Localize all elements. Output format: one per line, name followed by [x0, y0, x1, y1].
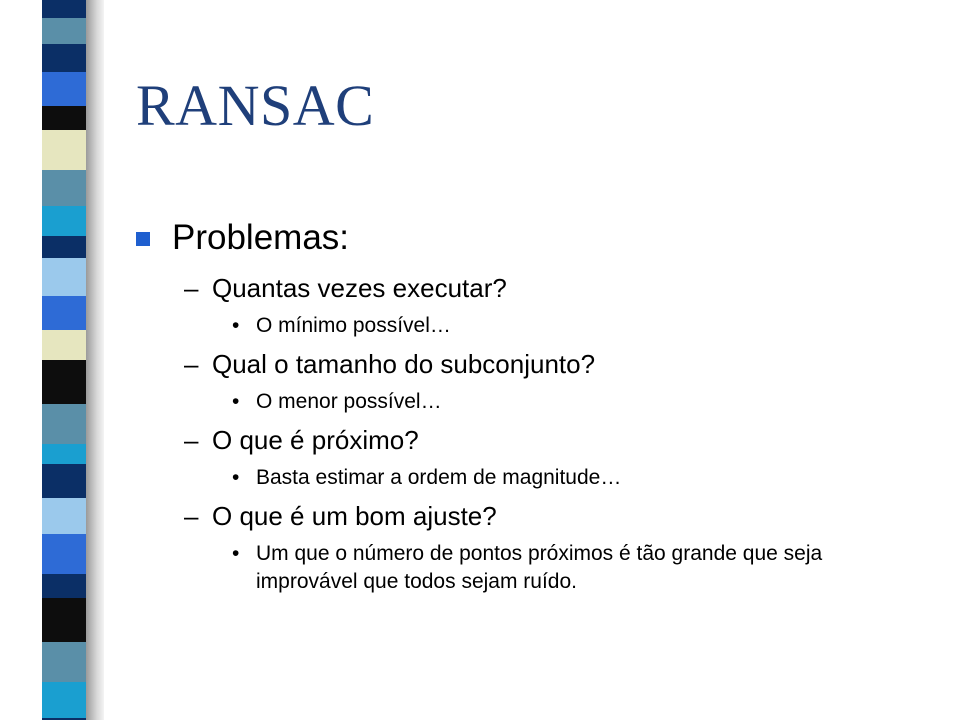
- heading-bullet-item: [136, 212, 936, 264]
- strip-color-blocks: [42, 0, 86, 720]
- square-bullet-icon: [136, 232, 150, 246]
- answer-text: Um que o número de pontos próximos é tão grande que seja improvável que todos sejam ruído.: [256, 542, 823, 593]
- question-text: O que é próximo?: [212, 425, 419, 455]
- strip-block: [42, 236, 86, 258]
- slide-title: RANSAC: [136, 73, 375, 138]
- strip-block: [42, 206, 86, 236]
- strip-white-margin: [0, 0, 42, 720]
- dot-bullet: •: [232, 466, 240, 489]
- question-item: [136, 498, 936, 534]
- strip-block: [42, 330, 86, 360]
- strip-block: [42, 130, 86, 170]
- answer-text: Basta estimar a ordem de magnitude…: [256, 466, 622, 489]
- strip-block: [42, 682, 86, 718]
- dash-bullet: –: [184, 425, 199, 455]
- strip-block: [42, 0, 86, 18]
- heading-text: Problemas:: [172, 218, 350, 257]
- strip-block: [42, 170, 86, 206]
- strip-block: [42, 72, 86, 106]
- answer-item: [136, 540, 896, 596]
- strip-block: [42, 404, 86, 444]
- dot-bullet: •: [232, 314, 240, 337]
- question-text: O que é um bom ajuste?: [212, 501, 497, 531]
- question-item: [136, 270, 936, 306]
- strip-block: [42, 464, 86, 498]
- answer-text: O mínimo possível…: [256, 314, 451, 337]
- answer-item: [136, 388, 896, 416]
- question-text: Qual o tamanho do subconjunto?: [212, 349, 596, 379]
- strip-block: [42, 574, 86, 598]
- strip-block: [42, 534, 86, 574]
- strip-block: [42, 642, 86, 682]
- strip-block: [42, 296, 86, 330]
- answer-item: [136, 464, 896, 492]
- answer-text: O menor possível…: [256, 390, 442, 413]
- question-text: Quantas vezes executar?: [212, 273, 507, 303]
- strip-block: [42, 444, 86, 464]
- decorative-side-strip: [0, 0, 104, 720]
- strip-block: [42, 360, 86, 404]
- strip-shadow: [86, 0, 104, 720]
- strip-block: [42, 498, 86, 534]
- dash-bullet: –: [184, 501, 199, 531]
- dash-bullet: –: [184, 273, 199, 303]
- question-item: [136, 346, 936, 382]
- question-item: [136, 422, 936, 458]
- strip-block: [42, 598, 86, 642]
- slide-content: [136, 212, 936, 600]
- dash-bullet: –: [184, 349, 199, 379]
- dot-bullet: •: [232, 390, 240, 413]
- strip-block: [42, 258, 86, 296]
- strip-block: [42, 44, 86, 72]
- strip-block: [42, 18, 86, 44]
- strip-block: [42, 106, 86, 130]
- dot-bullet: •: [232, 542, 240, 565]
- answer-item: [136, 312, 896, 340]
